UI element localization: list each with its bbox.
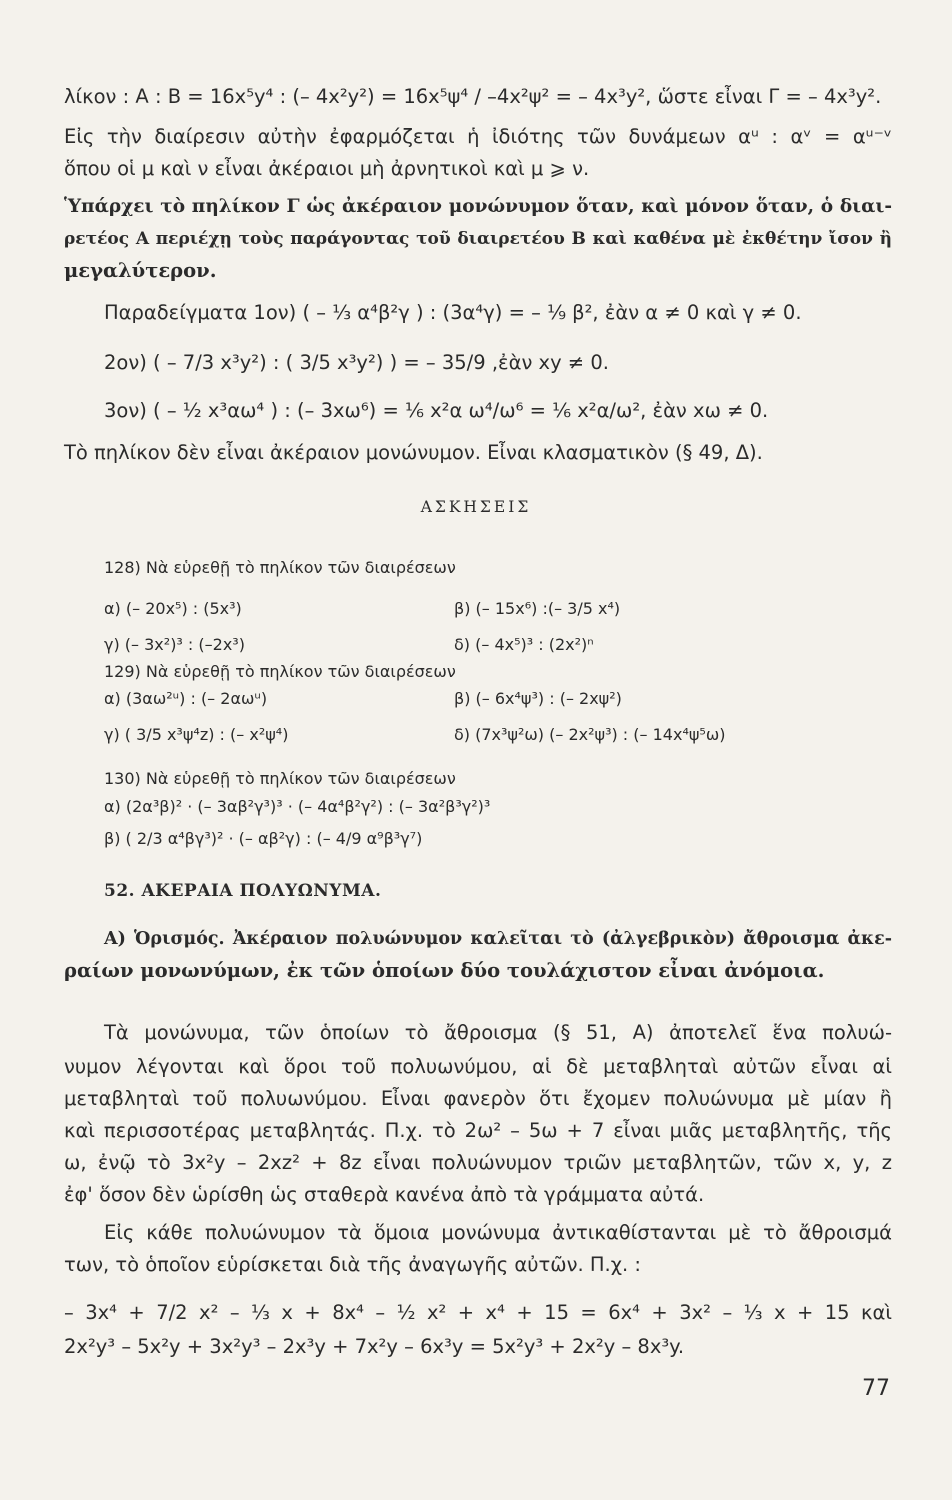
exercise-item: γ) ( 3/5 x³ψ⁴z) : (– x²ψ⁴) bbox=[104, 725, 289, 744]
exercise-item: α) (2α³β)² · (– 3αβ²γ³)³ · (– 4α⁴β²γ²) : (– 3α²β³γ²)³ bbox=[104, 797, 491, 816]
equation-line: 2x²y³ – 5x²y + 3x²y³ – 2x³y + 7x²y – 6x³y = 5x²y³ + 2x²y – 8x³y. bbox=[64, 1335, 685, 1358]
text-line: των, τὸ ὁποῖον εὑρίσκεται διὰ τῆς ἀναγωγῆς αὐτῶν. Π.χ. : bbox=[64, 1253, 641, 1276]
text-line: ραίων μονωνύμων, ἐκ τῶν ὁποίων δύο τουλάχιστον εἶναι ἀνόμοια. bbox=[64, 959, 825, 982]
example-2: 2ον) ( – 7/3 x³y²) : ( 3/5 x³y²) ) = – 35/9 ,ἐὰν xy ≠ 0. bbox=[104, 351, 609, 374]
exercise-item: β) (– 15x⁶) :(– 3/5 x⁴) bbox=[454, 599, 621, 618]
exercise-item: δ) (7x³ψ²ω) (– 2x²ψ³) : (– 14x⁴ψ⁵ω) bbox=[454, 725, 726, 744]
text-line: Α) Ὁρισμός. Ἀκέραιον πολυώνυμον καλεῖται τὸ (ἀλγεβρικὸν) ἄθροισμα ἀκε- bbox=[104, 929, 892, 949]
exercise-130: 130) Νὰ εὑρεθῇ τὸ πηλίκον τῶν διαιρέσεων bbox=[104, 769, 456, 788]
text-line: ω, ἐνῷ τὸ 3x²y – 2xz² + 8z εἶναι πολυώνυμον τριῶν μεταβλητῶν, τῶν x, y, z bbox=[64, 1151, 892, 1174]
text-line: Εἰς τὴν διαίρεσιν αὐτὴν ἐφαρμόζεται ἡ ἰδιότης τῶν δυνάμεων αᵘ : αᵛ = αᵘ⁻ᵛ bbox=[64, 125, 892, 148]
example-3: 3ον) ( – ½ x³αω⁴ ) : (– 3xω⁶) = ⅙ x²α ω⁴/ω⁶ = ⅙ x²α/ω², ἐὰν xω ≠ 0. bbox=[104, 399, 769, 422]
exercise-129: 129) Νὰ εὑρεθῇ τὸ πηλίκον τῶν διαιρέσεων bbox=[104, 662, 456, 681]
exercise-128: 128) Νὰ εὑρεθῇ τὸ πηλίκον τῶν διαιρέσεων bbox=[104, 558, 456, 577]
text-line: Εἰς κάθε πολυώνυμον τὰ ὅμοια μονώνυμα ἀντικαθίστανται μὲ τὸ ἄθροισμά bbox=[104, 1221, 892, 1244]
text-line: μεγαλύτερον. bbox=[64, 259, 217, 282]
equation-line: – 3x⁴ + 7/2 x² – ⅓ x + 8x⁴ – ½ x² + x⁴ + 15 = 6x⁴ + 3x² – ⅓ x + 15 καὶ bbox=[64, 1301, 892, 1324]
text-line: Τὰ μονώνυμα, τῶν ὁποίων τὸ ἄθροισμα (§ 51, Α) ἀποτελεῖ ἕνα πολυώ- bbox=[104, 1021, 892, 1044]
text-line: νυμον λέγονται καὶ ὅροι τοῦ πολυωνύμου, αἱ δὲ μεταβληταὶ αὐτῶν εἶναι αἱ bbox=[64, 1055, 892, 1078]
text-line: μεταβληταὶ τοῦ πολυωνύμου. Εἶναι φανερὸν ὅτι ἔχομεν πολυώνυμα μὲ μίαν ἢ bbox=[64, 1087, 892, 1110]
exercise-item: α) (3αω²ᵘ) : (– 2αωᵘ) bbox=[104, 689, 268, 708]
exercise-item: β) ( 2/3 α⁴βγ³)² · (– αβ²γ) : (– 4/9 α⁹β³γ⁷) bbox=[104, 829, 423, 848]
text-line: ρετέος Α περιέχῃ τοὺς παράγοντας τοῦ διαιρετέου Β καὶ καθένα μὲ ἐκθέτην ἴσον ἢ bbox=[64, 229, 892, 249]
text-line: Ὑπάρχει τὸ πηλίκον Γ ὡς ἀκέραιον μονώνυμον ὅταν, καὶ μόνον ὅταν, ὁ διαι- bbox=[64, 196, 892, 217]
text-line: Τὸ πηλίκον δὲν εἶναι ἀκέραιον μονώνυμον. Εἶναι κλασματικὸν (§ 49, Δ). bbox=[64, 441, 763, 464]
section-heading: 52. ΑΚΕΡΑΙΑ ΠΟΛΥΩΝΥΜΑ. bbox=[104, 881, 382, 901]
text-line: ἐφ' ὅσον δὲν ὡρίσθη ὡς σταθερὰ κανένα ἀπὸ τὰ γράμματα αὐτά. bbox=[64, 1183, 705, 1206]
exercises-title: ΑΣΚΗΣΕΙΣ bbox=[420, 498, 532, 516]
page-number: 77 bbox=[862, 1376, 890, 1401]
text-line: καὶ περισσοτέρας μεταβλητάς. Π.χ. τὸ 2ω² – 5ω + 7 εἶναι μιᾶς μεταβλητῆς, τῆς bbox=[64, 1119, 892, 1142]
text-line: λίκον : Α : Β = 16x⁵y⁴ : (– 4x²y²) = 16x⁵ψ⁴ / –4x²ψ² = – 4x³y², ὥστε εἶναι Γ = – 4x³y². bbox=[64, 85, 882, 108]
exercise-item: γ) (– 3x²)³ : (–2x³) bbox=[104, 635, 245, 654]
exercise-item: β) (– 6x⁴ψ³) : (– 2xψ²) bbox=[454, 689, 622, 708]
exercise-item: α) (– 20x⁵) : (5x³) bbox=[104, 599, 242, 618]
exercise-item: δ) (– 4x⁵)³ : (2x²)ⁿ bbox=[454, 635, 594, 654]
example-1: Παραδείγματα 1ον) ( – ⅓ α⁴β²γ ) : (3α⁴γ) = – ⅑ β², ἐὰν α ≠ 0 καὶ γ ≠ 0. bbox=[104, 301, 802, 324]
text-line: ὅπου οἱ μ καὶ ν εἶναι ἀκέραιοι μὴ ἀρνητικοὶ καὶ μ ⩾ ν. bbox=[64, 157, 590, 180]
